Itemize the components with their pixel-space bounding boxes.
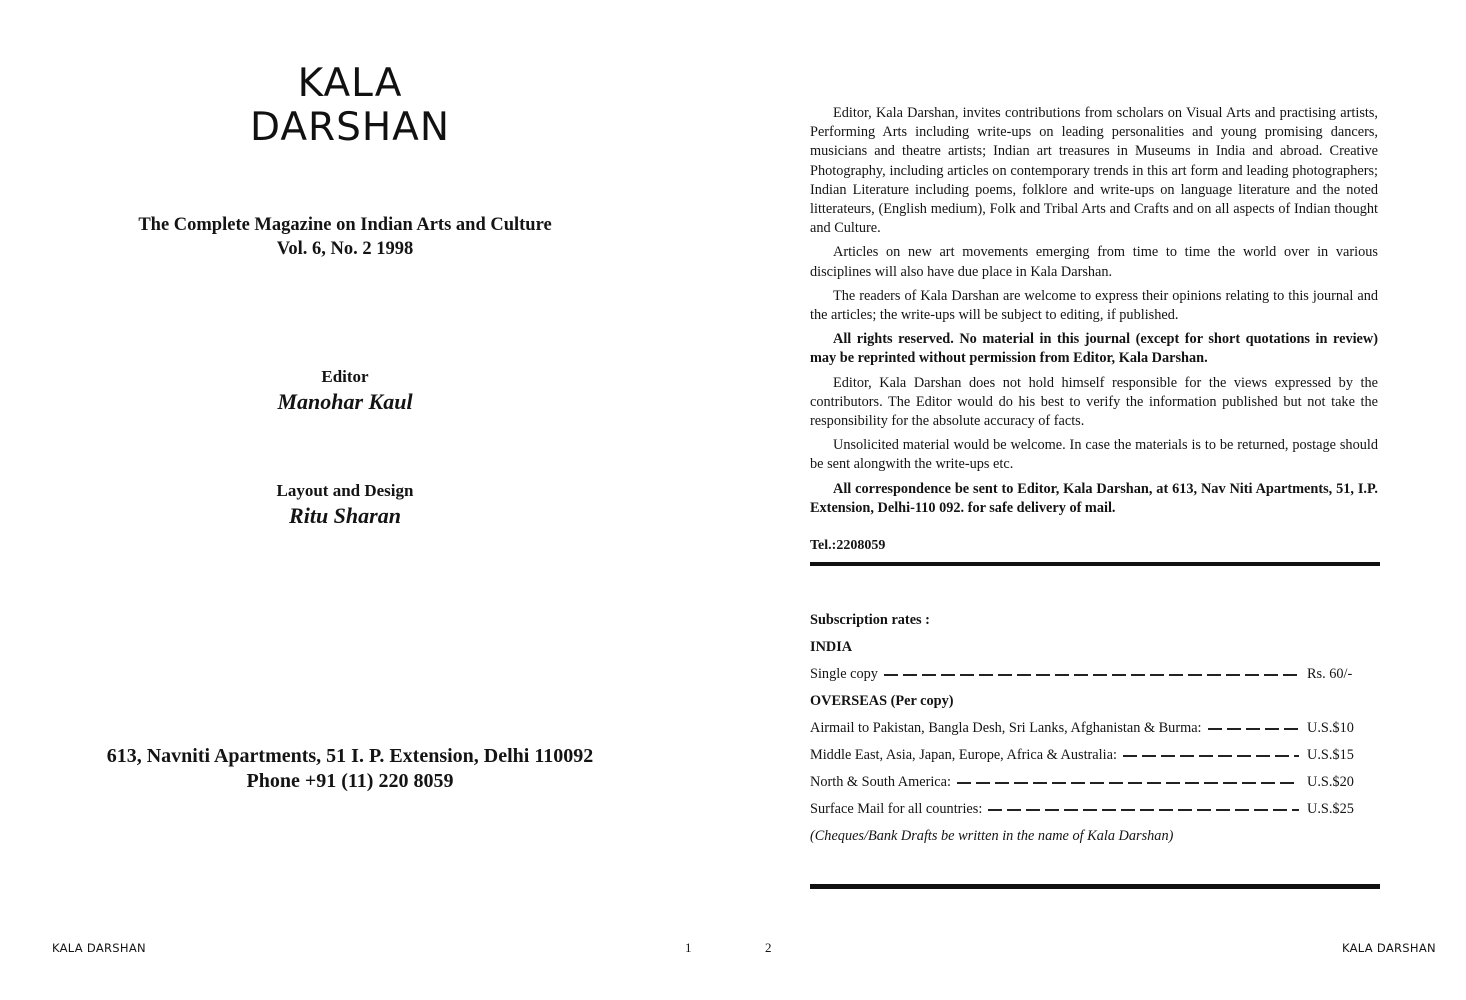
rate-row	[810, 663, 1370, 690]
page-number-left: 1	[685, 940, 692, 955]
rate-price: U.S.$25	[1307, 801, 1354, 817]
india-label: INDIA	[810, 639, 853, 655]
notice-paragraph: The readers of Kala Darshan are welcome to express their opinions relating to this journal and the articles; the write-ups will be subject to editing, if published.	[810, 287, 1378, 324]
leader-dashes	[957, 782, 1299, 784]
rights-reserved-paragraph: All rights reserved. No material in this journal (except for short quotations in review) may be reprinted without permission from Editor, Kala Darshan.	[810, 331, 1378, 367]
leader-dashes	[988, 809, 1299, 811]
masthead-subtitle-block	[0, 213, 690, 261]
editor-label: Editor	[321, 367, 369, 386]
payment-note: (Cheques/Bank Drafts be written in the name of Kala Darshan)	[810, 828, 1174, 844]
editor-name: Manohar Kaul	[277, 389, 413, 414]
subscription-rates	[810, 609, 1370, 852]
rate-price: U.S.$20	[1307, 774, 1354, 790]
subscription-heading: Subscription rates :	[810, 612, 930, 628]
overseas-label: OVERSEAS (Per copy)	[810, 693, 954, 709]
logo-line-1: KALA	[297, 61, 403, 106]
rate-label: Surface Mail for all countries:	[810, 798, 982, 820]
footer-title-right: KALA DARSHAN	[1342, 941, 1436, 955]
rate-row	[810, 798, 1370, 825]
rate-price: Rs. 60/-	[1307, 666, 1353, 682]
notice-paragraph: Editor, Kala Darshan, invites contributions from scholars on Visual Arts and practising artists, Performing Arts including write-ups on leading personalities and young promising dancers, musicians and theatre artists; Indian art treasures in Museums in India and abroad. Creative Photography, including articles on contemporary trends in this art form and leading photographers; Indian Literature including poems, folklore and write-ups on language literature and the noted litterateurs, (English medium), Folk and Tribal Arts and Crafts and on all aspects of Indian thought and Culture.	[810, 105, 1378, 237]
bottom-rule	[810, 884, 1380, 889]
rate-price: U.S.$10	[1307, 720, 1354, 736]
leader-dashes	[1208, 728, 1299, 730]
leader-dashes	[1123, 755, 1299, 757]
layout-designer-name: Ritu Sharan	[289, 503, 401, 528]
telephone: Tel.:2208059	[810, 538, 886, 553]
issue-volume: Vol. 6, No. 2 1998	[276, 239, 414, 259]
contact-block	[0, 744, 700, 794]
rate-row	[810, 744, 1370, 771]
notice-paragraph: Editor, Kala Darshan does not hold himself responsible for the views expressed by the contributors. The Editor would do his best to verify the information published but not take the responsibility for the absolute accuracy of facts.	[810, 374, 1378, 430]
rate-row	[810, 771, 1370, 798]
rate-label: Airmail to Pakistan, Bangla Desh, Sri Lanks, Afghanistan & Burma:	[810, 717, 1202, 739]
divider-rule	[810, 562, 1380, 566]
footer-title-left: KALA DARSHAN	[52, 941, 146, 955]
editor-credit	[0, 366, 690, 415]
left-page	[0, 0, 730, 1000]
correspondence-paragraph: All correspondence be sent to Editor, Kala Darshan, at 613, Nav Niti Apartments, 51, I.P. Extension, Delhi-110 092. for safe delivery of mail.	[810, 480, 1378, 516]
editorial-notice	[810, 104, 1378, 523]
rate-label: Middle East, Asia, Japan, Europe, Africa & Australia:	[810, 744, 1117, 766]
rate-label: Single copy	[810, 663, 878, 685]
right-page	[736, 0, 1466, 1000]
postal-address: 613, Navniti Apartments, 51 I. P. Extension, Delhi 110092	[106, 745, 594, 767]
rate-price: U.S.$15	[1307, 747, 1354, 763]
rate-label: North & South America:	[810, 771, 951, 793]
layout-label: Layout and Design	[276, 481, 414, 500]
magazine-subtitle: The Complete Magazine on Indian Arts and Culture	[138, 215, 552, 235]
layout-credit	[0, 480, 690, 529]
leader-dashes	[884, 674, 1299, 676]
logo-line-2: DARSHAN	[249, 105, 451, 150]
notice-paragraph: Articles on new art movements emerging from time to time the world over in various disciplines will also have due place in Kala Darshan.	[810, 244, 1378, 280]
page-number-right: 2	[765, 940, 772, 955]
phone-number: Phone +91 (11) 220 8059	[246, 770, 454, 792]
notice-paragraph: Unsolicited material would be welcome. In case the materials is to be returned, postage should be sent alongwith the write-ups etc.	[810, 437, 1378, 473]
rate-row	[810, 717, 1370, 744]
